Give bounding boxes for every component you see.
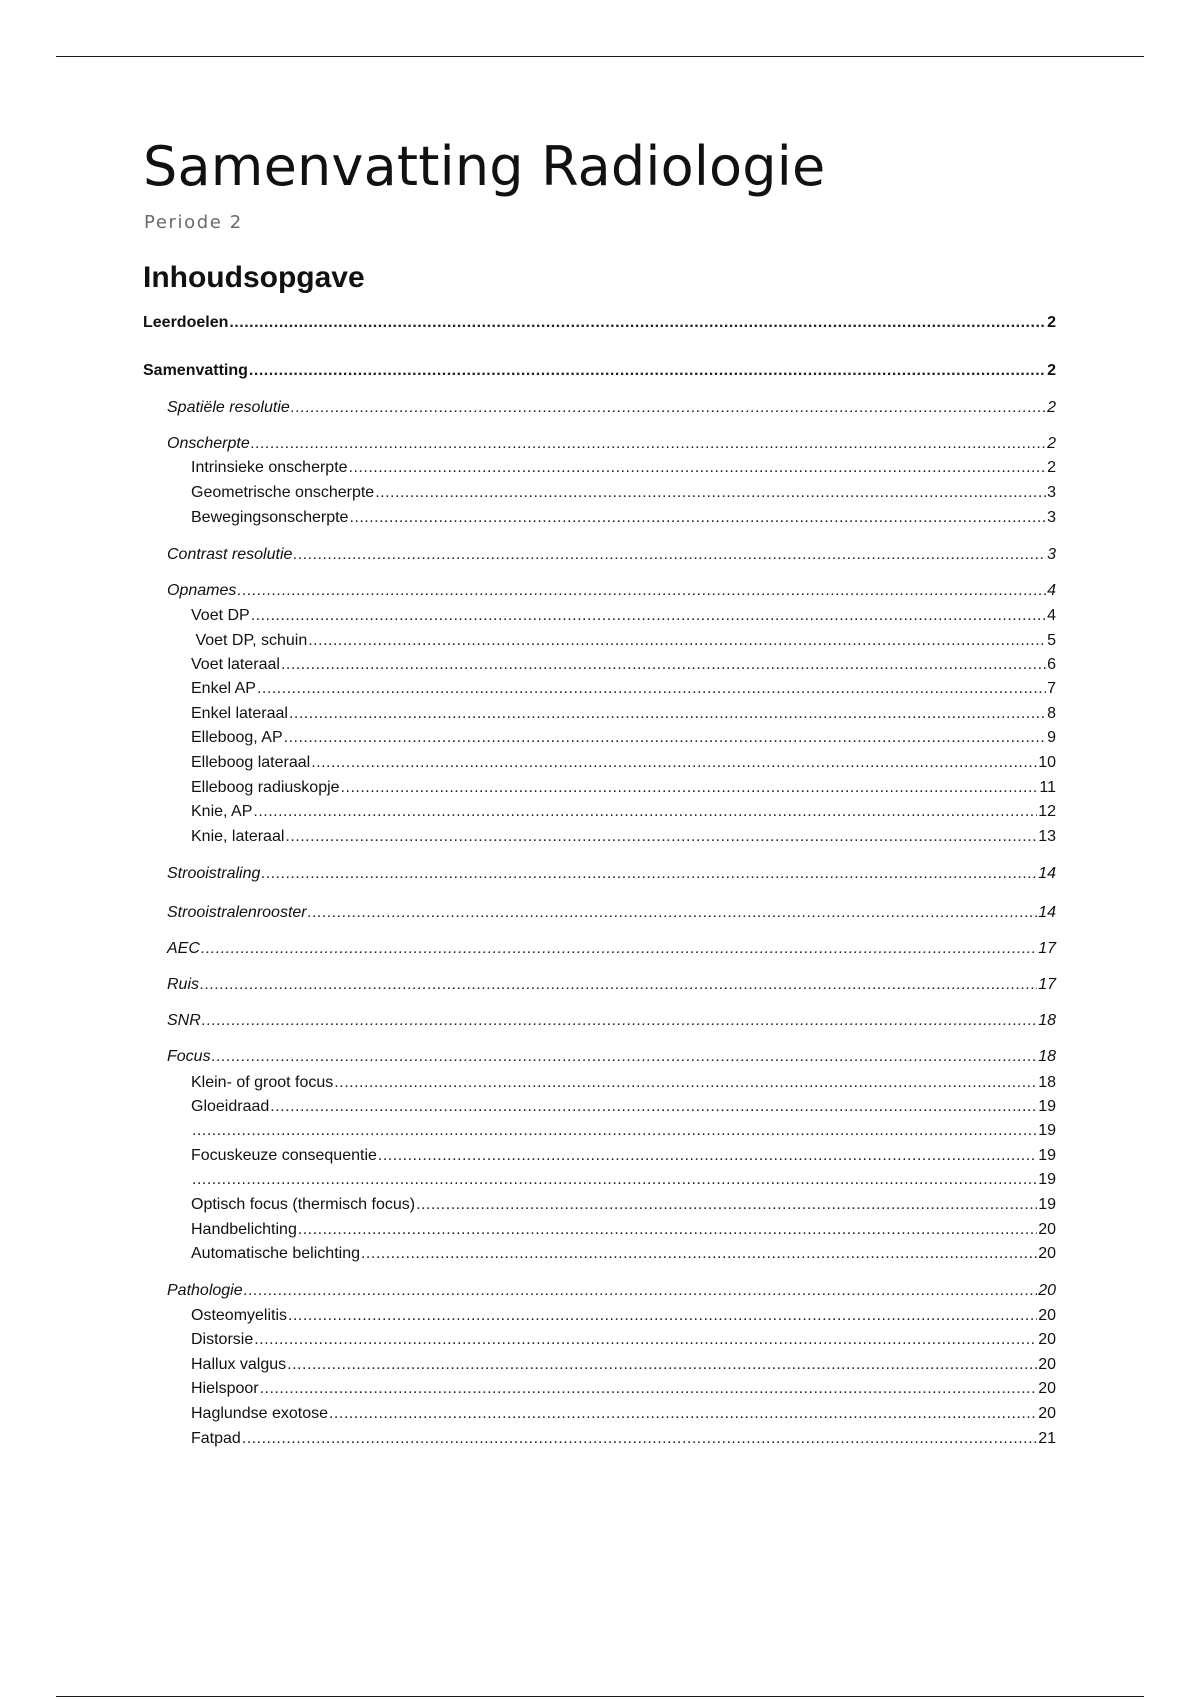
toc-entry[interactable] bbox=[143, 360, 1056, 382]
toc-entry-label: Ruis bbox=[167, 976, 200, 993]
toc-entry-label: Haglundse exotose bbox=[191, 1405, 328, 1422]
toc-entry-page: 20 bbox=[1038, 1380, 1056, 1397]
toc-dot-leader bbox=[361, 1243, 1037, 1265]
toc-entry-page: 14 bbox=[1038, 904, 1056, 921]
toc-heading: Inhoudsopgave bbox=[143, 261, 365, 294]
toc-entry-label: Strooistraling bbox=[167, 865, 261, 882]
toc-entry-page: 6 bbox=[1047, 656, 1056, 673]
toc-dot-leader bbox=[298, 1219, 1037, 1241]
toc-entry[interactable] bbox=[191, 1145, 1056, 1167]
toc-dot-leader bbox=[293, 544, 1046, 566]
toc-entry-page: 20 bbox=[1038, 1405, 1056, 1422]
toc-dot-leader bbox=[251, 433, 1046, 455]
toc-entry-page: 3 bbox=[1047, 509, 1056, 526]
toc-dot-leader bbox=[288, 1305, 1037, 1327]
toc-dot-leader bbox=[260, 1378, 1038, 1400]
toc-entry-label: Contrast resolutie bbox=[167, 546, 293, 563]
header-rule bbox=[56, 56, 1144, 57]
toc-entry[interactable] bbox=[167, 544, 1056, 566]
toc-entry[interactable] bbox=[191, 1120, 1056, 1142]
toc-dot-leader bbox=[212, 1046, 1038, 1068]
toc-dot-leader bbox=[244, 1280, 1038, 1302]
toc-entry-page: 20 bbox=[1038, 1245, 1056, 1262]
toc-entry-page: 12 bbox=[1038, 803, 1056, 820]
toc-entry-label: Geometrische onscherpte bbox=[191, 484, 375, 501]
toc-entry[interactable] bbox=[191, 1354, 1056, 1376]
toc-entry-page: 4 bbox=[1047, 582, 1056, 599]
toc-entry-label: Opnames bbox=[167, 582, 237, 599]
toc-entry-label: Hielspoor bbox=[191, 1380, 259, 1397]
toc-dot-leader bbox=[308, 630, 1046, 652]
toc-dot-leader bbox=[341, 777, 1039, 799]
toc-entry-label: SNR bbox=[167, 1012, 201, 1029]
toc-entry[interactable] bbox=[167, 974, 1056, 996]
toc-entry-page: 2 bbox=[1047, 314, 1056, 331]
toc-entry-label: Fatpad bbox=[191, 1430, 241, 1447]
toc-entry-page: 19 bbox=[1038, 1196, 1056, 1213]
toc-entry-page: 10 bbox=[1038, 754, 1056, 771]
toc-entry[interactable] bbox=[191, 801, 1056, 823]
toc-entry-label: Klein- of groot focus bbox=[191, 1074, 334, 1091]
toc-entry[interactable] bbox=[191, 1194, 1056, 1216]
toc-entry[interactable] bbox=[191, 678, 1056, 700]
toc-entry-label: Handbelichting bbox=[191, 1221, 297, 1238]
toc-entry-page: 2 bbox=[1047, 399, 1056, 416]
toc-entry-label: Knie, lateraal bbox=[191, 828, 285, 845]
toc-dot-leader bbox=[253, 801, 1037, 823]
toc-entry[interactable] bbox=[191, 1169, 1056, 1191]
toc-entry-label: Bewegingsonscherpte bbox=[191, 509, 349, 526]
toc-entry-label: Pathologie bbox=[167, 1282, 243, 1299]
toc-entry[interactable] bbox=[191, 482, 1056, 504]
toc-entry[interactable] bbox=[167, 1046, 1056, 1068]
toc-entry[interactable] bbox=[191, 630, 1056, 652]
toc-dot-leader bbox=[349, 457, 1047, 479]
toc-dot-leader bbox=[200, 974, 1037, 996]
toc-dot-leader bbox=[285, 826, 1037, 848]
toc-entry-label: Automatische belichting bbox=[191, 1245, 360, 1262]
toc-entry-page: 20 bbox=[1038, 1221, 1056, 1238]
toc-entry[interactable] bbox=[191, 1072, 1056, 1094]
toc-dot-leader bbox=[311, 752, 1037, 774]
toc-entry[interactable] bbox=[167, 1010, 1056, 1032]
toc-entry-page: 8 bbox=[1047, 705, 1056, 722]
toc-entry-page: 3 bbox=[1047, 546, 1056, 563]
toc-dot-leader bbox=[334, 1072, 1037, 1094]
toc-dot-leader bbox=[308, 902, 1038, 924]
toc-entry-label: Hallux valgus bbox=[191, 1356, 287, 1373]
toc-dot-leader bbox=[251, 605, 1046, 627]
toc-entry[interactable] bbox=[191, 826, 1056, 848]
toc-entry[interactable] bbox=[191, 654, 1056, 676]
toc-entry[interactable] bbox=[167, 433, 1056, 455]
toc-entry-label: Leerdoelen bbox=[143, 314, 229, 331]
toc-entry-page: 2 bbox=[1047, 362, 1056, 379]
toc-entry[interactable] bbox=[143, 312, 1056, 334]
toc-dot-leader bbox=[242, 1428, 1037, 1450]
toc-entry[interactable] bbox=[167, 902, 1056, 924]
toc-entry[interactable] bbox=[191, 1243, 1056, 1265]
toc-entry[interactable] bbox=[191, 777, 1056, 799]
toc-entry-label: Gloeidraad bbox=[191, 1098, 270, 1115]
toc-entry-label: Distorsie bbox=[191, 1331, 254, 1348]
toc-entry-page: 19 bbox=[1038, 1122, 1056, 1139]
toc-entry-label: Osteomyelitis bbox=[191, 1307, 288, 1324]
toc-dot-leader bbox=[192, 1169, 1037, 1191]
toc-entry-page: 18 bbox=[1038, 1012, 1056, 1029]
toc-entry-page: 18 bbox=[1038, 1074, 1056, 1091]
toc-entry-label: Onscherpte bbox=[167, 435, 250, 452]
toc-entry-page: 2 bbox=[1047, 459, 1056, 476]
toc-entry-page: 18 bbox=[1038, 1048, 1056, 1065]
toc-dot-leader bbox=[281, 654, 1046, 676]
toc-entry-label: Focuskeuze consequentie bbox=[191, 1147, 377, 1164]
toc-entry[interactable] bbox=[191, 1329, 1056, 1351]
toc-entry-label: Elleboog radiuskopje bbox=[191, 779, 340, 796]
toc-entry-page: 3 bbox=[1047, 484, 1056, 501]
toc-entry[interactable] bbox=[167, 580, 1056, 602]
toc-entry[interactable] bbox=[167, 397, 1056, 419]
toc-entry-label: Voet DP, schuin bbox=[191, 632, 308, 649]
document-subtitle: Periode 2 bbox=[144, 212, 243, 233]
toc-entry[interactable] bbox=[191, 703, 1056, 725]
document-title: Samenvatting Radiologie bbox=[143, 135, 826, 198]
toc-entry-label: Voet lateraal bbox=[191, 656, 280, 673]
toc-dot-leader bbox=[416, 1194, 1037, 1216]
toc-entry-page: 20 bbox=[1038, 1356, 1056, 1373]
toc-entry[interactable] bbox=[191, 1096, 1056, 1118]
toc-entry[interactable] bbox=[191, 1305, 1056, 1327]
toc-entry-page: 19 bbox=[1038, 1098, 1056, 1115]
toc-entry-label: Elleboog lateraal bbox=[191, 754, 311, 771]
toc-entry[interactable] bbox=[191, 1378, 1056, 1400]
toc-dot-leader bbox=[349, 507, 1046, 529]
toc-dot-leader bbox=[202, 1010, 1037, 1032]
toc-dot-leader bbox=[291, 397, 1046, 419]
toc-entry-page: 13 bbox=[1038, 828, 1056, 845]
toc-entry-label: Spatiële resolutie bbox=[167, 399, 290, 416]
toc-entry-page: 19 bbox=[1038, 1171, 1056, 1188]
toc-entry-page: 5 bbox=[1047, 632, 1056, 649]
toc-dot-leader bbox=[261, 863, 1037, 885]
toc-entry-page: 20 bbox=[1038, 1307, 1056, 1324]
toc-entry-label: Optisch focus (thermisch focus) bbox=[191, 1196, 416, 1213]
toc-entry-page: 17 bbox=[1038, 940, 1056, 957]
toc-entry-label: Intrinsieke onscherpte bbox=[191, 459, 348, 476]
toc-entry[interactable] bbox=[167, 863, 1056, 885]
toc-dot-leader bbox=[289, 703, 1046, 725]
toc-dot-leader bbox=[375, 482, 1046, 504]
toc-dot-leader bbox=[192, 1120, 1037, 1142]
toc-entry-page: 17 bbox=[1038, 976, 1056, 993]
toc-entry-label: Enkel lateraal bbox=[191, 705, 288, 722]
toc-dot-leader bbox=[257, 678, 1046, 700]
toc-dot-leader bbox=[229, 312, 1046, 334]
toc-entry-label: Enkel AP bbox=[191, 680, 256, 697]
toc-entry[interactable] bbox=[167, 1280, 1056, 1302]
toc-entry-page: 20 bbox=[1038, 1282, 1056, 1299]
toc-dot-leader bbox=[378, 1145, 1037, 1167]
toc-entry-page: 11 bbox=[1039, 779, 1056, 796]
toc-entry-label: Strooistralenrooster bbox=[167, 904, 307, 921]
toc-entry[interactable] bbox=[191, 1403, 1056, 1425]
footer-rule bbox=[56, 1696, 1144, 1697]
toc-entry[interactable] bbox=[191, 752, 1056, 774]
toc-entry-page: 4 bbox=[1047, 607, 1056, 624]
toc-dot-leader bbox=[201, 938, 1037, 960]
toc-entry-page: 7 bbox=[1047, 680, 1056, 697]
toc-dot-leader bbox=[237, 580, 1046, 602]
toc-dot-leader bbox=[329, 1403, 1037, 1425]
toc-entry-label: Samenvatting bbox=[143, 362, 248, 379]
toc-entry[interactable] bbox=[191, 457, 1056, 479]
toc-entry-page: 9 bbox=[1047, 729, 1056, 746]
toc-entry-label: Knie, AP bbox=[191, 803, 253, 820]
toc-dot-leader bbox=[254, 1329, 1037, 1351]
toc-dot-leader bbox=[249, 360, 1046, 382]
toc-dot-leader bbox=[270, 1096, 1037, 1118]
toc-entry[interactable] bbox=[167, 938, 1056, 960]
toc-entry[interactable] bbox=[191, 1428, 1056, 1450]
toc-entry[interactable] bbox=[191, 727, 1056, 749]
toc-entry-label: Voet DP bbox=[191, 607, 250, 624]
toc-entry-page: 21 bbox=[1038, 1430, 1056, 1447]
toc-entry-label: AEC bbox=[167, 940, 200, 957]
toc-entry[interactable] bbox=[191, 605, 1056, 627]
toc-entry-page: 2 bbox=[1047, 435, 1056, 452]
toc-entry-label: Focus bbox=[167, 1048, 211, 1065]
toc-entry-page: 20 bbox=[1038, 1331, 1056, 1348]
toc-dot-leader bbox=[287, 1354, 1037, 1376]
toc-entry-label: Elleboog, AP bbox=[191, 729, 283, 746]
toc-entry-page: 14 bbox=[1038, 865, 1056, 882]
toc-entry[interactable] bbox=[191, 1219, 1056, 1241]
toc-dot-leader bbox=[284, 727, 1046, 749]
toc-entry-page: 19 bbox=[1038, 1147, 1056, 1164]
toc-entry[interactable] bbox=[191, 507, 1056, 529]
